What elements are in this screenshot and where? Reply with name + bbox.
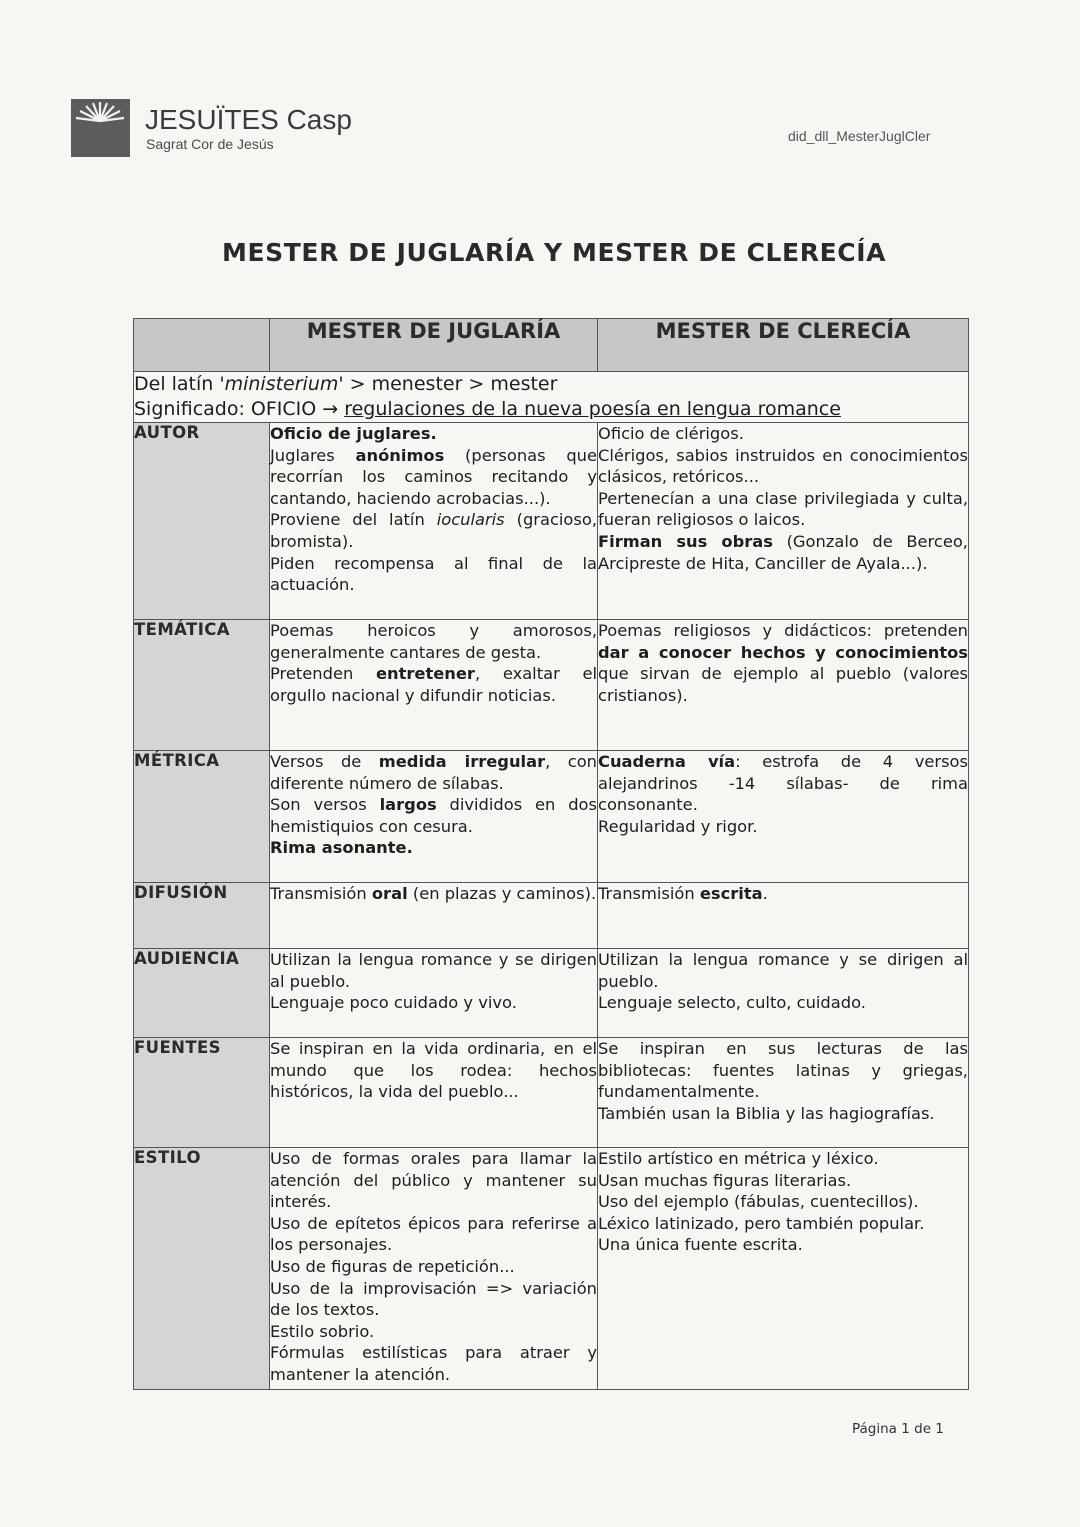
cell-text: Lenguaje selecto, culto, cuidado. xyxy=(598,993,866,1013)
cell-text: Transmisión xyxy=(270,884,372,903)
cell-text: Léxico latinizado, pero también popular. xyxy=(598,1213,925,1233)
cell-text: Poemas religiosos y didácticos: pretenden xyxy=(598,621,968,640)
cell-text: Rima asonante. xyxy=(270,838,413,858)
origin-text: ' > menester > mester xyxy=(338,373,558,395)
meaning-text: Significado: OFICIO → xyxy=(134,398,345,420)
cell-text: Proviene del latín xyxy=(270,510,437,530)
cell-text: Uso de la improvisación => variación de los textos. xyxy=(270,1278,597,1320)
cell-juglaria-autor xyxy=(270,423,598,620)
comparison-table xyxy=(133,318,969,1390)
cell-juglaria-difusion xyxy=(270,883,598,949)
cell-text: largos xyxy=(379,795,437,815)
table-row-tematica xyxy=(134,620,969,751)
origin-row xyxy=(134,372,969,423)
table-row-audiencia xyxy=(134,949,969,1038)
cell-text: Utilizan la lengua romance y se dirigen al pueblo. xyxy=(270,950,597,991)
table-row-fuentes xyxy=(134,1038,969,1148)
cell-text: medida irregular xyxy=(378,752,546,771)
column-header-clerecia: MESTER DE CLERECÍA xyxy=(598,319,969,372)
origin-text: Del latín ' xyxy=(134,373,225,395)
cell-text: Uso de epítetos épicos para referirse a los personajes. xyxy=(270,1213,597,1255)
header-corner-cell xyxy=(134,319,270,372)
cell-text: Fórmulas estilísticas para atraer y mantener la atención. xyxy=(270,1343,597,1384)
cell-text: Regularidad y rigor. xyxy=(598,816,758,836)
cell-text: Utilizan la lengua romance y se dirigen al pueblo. xyxy=(598,950,968,991)
row-label-difusion: DIFUSIÓN xyxy=(134,883,270,949)
cell-text: Versos de xyxy=(270,752,379,771)
row-label-tematica: TEMÁTICA xyxy=(134,620,270,751)
row-label-estilo: ESTILO xyxy=(134,1148,270,1390)
cell-text: Juglares xyxy=(270,445,356,465)
cell-text: (en plazas y caminos). xyxy=(407,884,597,903)
cell-text: Son versos xyxy=(270,795,380,815)
cell-text: Uso de figuras de repetición... xyxy=(270,1256,515,1276)
table-row-estilo xyxy=(134,1148,969,1390)
cell-clerecia-metrica xyxy=(598,751,969,883)
column-header-juglaria: MESTER DE JUGLARÍA xyxy=(270,319,598,372)
cell-text: Clérigos, sabios instruidos en conocimientos clásicos, retóricos... xyxy=(598,445,968,487)
cell-text: Pertenecían a una clase privilegiada y culta, fueran religiosos o laicos. xyxy=(598,488,968,530)
cell-text: que sirvan de ejemplo al pueblo (valores cristianos). xyxy=(598,664,968,705)
cell-text: Uso del ejemplo (fábulas, cuentecillos). xyxy=(598,1192,919,1212)
cell-text: Piden recompensa al final de la actuación. xyxy=(270,553,597,595)
origin-latin-term: ministerium xyxy=(224,373,339,395)
cell-text: Oficio de clérigos. xyxy=(598,424,744,443)
sunburst-logo-icon xyxy=(71,99,130,157)
cell-juglaria-metrica xyxy=(270,751,598,883)
cell-text: entretener xyxy=(375,664,475,684)
cell-text: (gracioso, bromista). xyxy=(270,510,598,551)
cell-text: Una única fuente escrita. xyxy=(598,1235,803,1255)
row-label-fuentes: FUENTES xyxy=(134,1038,270,1148)
cell-text: Oficio de juglares. xyxy=(270,424,437,443)
cell-text: Estilo sobrio. xyxy=(270,1321,375,1341)
table-header-row xyxy=(134,319,969,372)
cell-juglaria-fuentes xyxy=(270,1038,598,1148)
cell-text: iocularis xyxy=(436,510,505,530)
cell-clerecia-tematica xyxy=(598,620,969,751)
cell-clerecia-difusion xyxy=(598,883,969,949)
cell-clerecia-audiencia xyxy=(598,949,969,1038)
cell-text: Estilo artístico en métrica y léxico. xyxy=(598,1149,879,1168)
cell-text: (personas que recorrían los caminos recitando y cantando, haciendo acrobacias...). xyxy=(270,445,598,508)
cell-text: (Gonzalo de Berceo, Arcipreste de Hita, Canciller de Ayala...). xyxy=(598,531,968,573)
cell-text: , con diferente número de sílabas. xyxy=(270,752,598,793)
cell-clerecia-fuentes xyxy=(598,1038,969,1148)
row-label-autor: AUTOR xyxy=(134,423,270,620)
table-row-metrica xyxy=(134,751,969,883)
cell-text: Uso de formas orales para llamar la atención del público y mantener su interés. xyxy=(270,1149,597,1212)
cell-text: escrita xyxy=(699,884,763,903)
cell-text: . xyxy=(762,884,768,903)
table-row-autor xyxy=(134,423,969,620)
cell-text: Usan muchas figuras literarias. xyxy=(598,1170,852,1190)
cell-text: Pretenden xyxy=(270,664,376,684)
cell-text: Se inspiran en la vida ordinaria, en el mundo que los rodea: hechos históricos, la vida del pueblo... xyxy=(270,1039,597,1102)
cell-text: Lenguaje poco cuidado y vivo. xyxy=(270,993,517,1013)
row-label-audiencia: AUDIENCIA xyxy=(134,949,270,1038)
cell-text: , exaltar el orgullo nacional y difundir noticias. xyxy=(270,664,597,705)
table-row-difusion xyxy=(134,883,969,949)
cell-text: Cuaderna vía xyxy=(598,752,736,771)
cell-text: anónimos xyxy=(355,445,445,465)
row-label-metrica: MÉTRICA xyxy=(134,751,270,883)
cell-text: Poemas heroicos y amorosos, generalmente cantares de gesta. xyxy=(270,621,597,662)
brand-subtitle: Sagrat Cor de Jesús xyxy=(146,136,274,152)
cell-text: dar a conocer hechos y conocimientos xyxy=(598,642,968,662)
cell-juglaria-tematica xyxy=(270,620,598,751)
cell-text: Transmisión xyxy=(598,884,700,903)
meaning-line xyxy=(134,397,968,422)
cell-text: : estrofa de 4 versos alejandrinos -14 sílabas- de rima consonante. xyxy=(598,752,968,815)
origin-cell xyxy=(134,372,969,423)
cell-juglaria-estilo xyxy=(270,1148,598,1390)
page-number: Página 1 de 1 xyxy=(852,1421,944,1437)
document-code: did_dll_MesterJuglCler xyxy=(788,128,931,144)
origin-line xyxy=(134,372,968,397)
cell-text: Se inspiran en sus lecturas de las bibliotecas: fuentes latinas y griegas, fundamentalmente. xyxy=(598,1039,968,1102)
cell-juglaria-audiencia xyxy=(270,949,598,1038)
cell-clerecia-estilo xyxy=(598,1148,969,1390)
cell-clerecia-autor xyxy=(598,423,969,620)
page-title: MESTER DE JUGLARÍA Y MESTER DE CLERECÍA xyxy=(222,238,887,267)
brand-name: JESUÏTES Casp xyxy=(145,104,352,135)
cell-text: divididos en dos hemistiquios con cesura. xyxy=(270,795,597,836)
meaning-underlined-text: regulaciones de la nueva poesía en lengua romance xyxy=(344,398,841,420)
cell-text: Firman sus obras xyxy=(598,531,773,551)
cell-text: También usan la Biblia y las hagiografías. xyxy=(598,1103,935,1123)
cell-text: oral xyxy=(371,884,408,903)
